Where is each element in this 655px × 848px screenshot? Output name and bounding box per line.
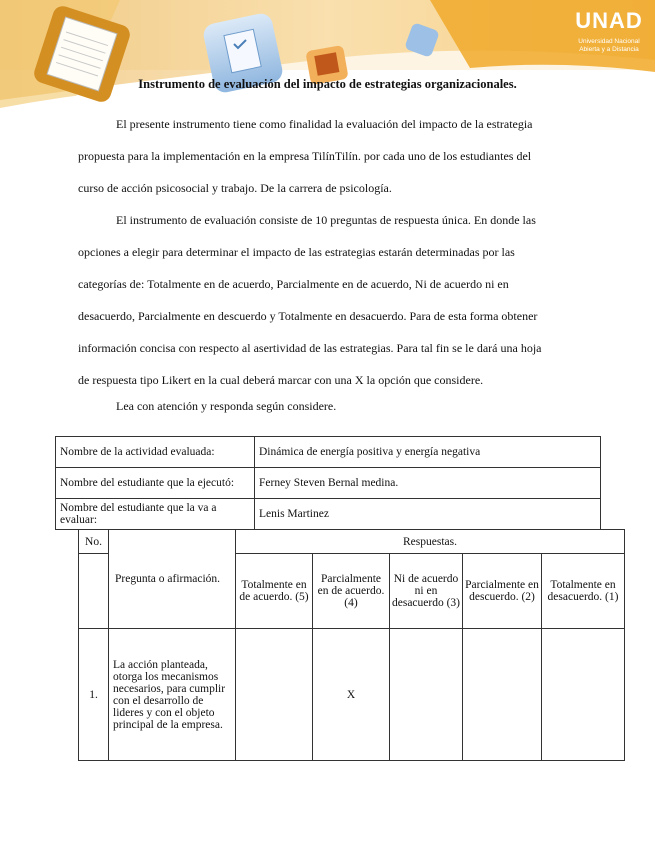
info-table — [55, 436, 601, 530]
info-value: Ferney Steven Bernal medina. — [255, 468, 601, 499]
logo-subtitle: Universidad Nacional — [578, 38, 640, 45]
logo-subtitle: Abierta y a Distancia — [579, 46, 639, 53]
option-header: Totalmente en de acuerdo. (5) — [236, 554, 313, 629]
row-question: La acción planteada, otorga los mecanismos necesarios, para cumplir con el desarrollo de lideres y con el objeto principal de la empresa. — [109, 629, 236, 761]
no-header: No. — [79, 530, 109, 554]
info-label: Nombre del estudiante que la va a evaluar: — [56, 499, 255, 530]
answer-cell[interactable]: X — [313, 629, 390, 761]
document-title: Instrumento de evaluación del impacto de estrategias organizacionales. — [138, 77, 517, 91]
option-header: Ni de acuerdo ni en desacuerdo (3) — [390, 554, 463, 629]
header-banner — [0, 0, 655, 110]
info-value: Dinámica de energía positiva y energía negativa — [255, 437, 601, 468]
table-row — [56, 468, 601, 499]
answer-cell[interactable] — [236, 629, 313, 761]
blank-cell — [79, 554, 109, 629]
paragraph-purpose: El presente instrumento tiene como finalidad la evaluación del impacto de la estrategia propuesta para la implementación en la empresa TilínTilín. por cada uno de los estudiantes del curso de acción psicosocial y trabajo. De la carrera de psicología. — [78, 117, 533, 195]
table-row — [56, 499, 601, 530]
paragraph-instructions: Lea con atención y responda según considere. — [116, 399, 337, 413]
logo-mark: UNAD — [575, 8, 643, 33]
paragraph-instrument: El instrumento de evaluación consiste de 10 preguntas de respuesta única. En donde las opciones a elegir para determinar el impacto de las estrategias estarán determinadas por las categorías de: Totalmente en de acuerdo, Parcialmente en de acuerdo, Ni de acuerdo ni en desacuerdo, Parcialmente en descuerdo y Totalmente en desacuerdo. Para de esta forma obtener información concisa con respecto al asertividad de las estrategias. Para tal fin se le dará una hoja de respuesta tipo Likert en la cual deberá marcar con una X la opción que considere. — [78, 213, 542, 387]
response-table — [78, 529, 625, 761]
option-header: Parcialmente en de acuerdo. (4) — [313, 554, 390, 629]
info-value: Lenis Martinez — [255, 499, 601, 530]
option-header: Totalmente en desacuerdo. (1) — [542, 554, 625, 629]
info-label: Nombre del estudiante que la ejecutó: — [56, 468, 255, 499]
table-header-row — [79, 530, 625, 554]
answer-cell[interactable] — [463, 629, 542, 761]
table-row — [56, 437, 601, 468]
info-label: Nombre de la actividad evaluada: — [56, 437, 255, 468]
table-row — [79, 629, 625, 761]
answer-cell[interactable] — [390, 629, 463, 761]
responses-header: Respuestas. — [236, 530, 625, 554]
option-header: Parcialmente en descuerdo. (2) — [463, 554, 542, 629]
unad-logo — [566, 4, 652, 66]
question-header: Pregunta o afirmación. — [109, 530, 236, 629]
row-number: 1. — [79, 629, 109, 761]
answer-cell[interactable] — [542, 629, 625, 761]
